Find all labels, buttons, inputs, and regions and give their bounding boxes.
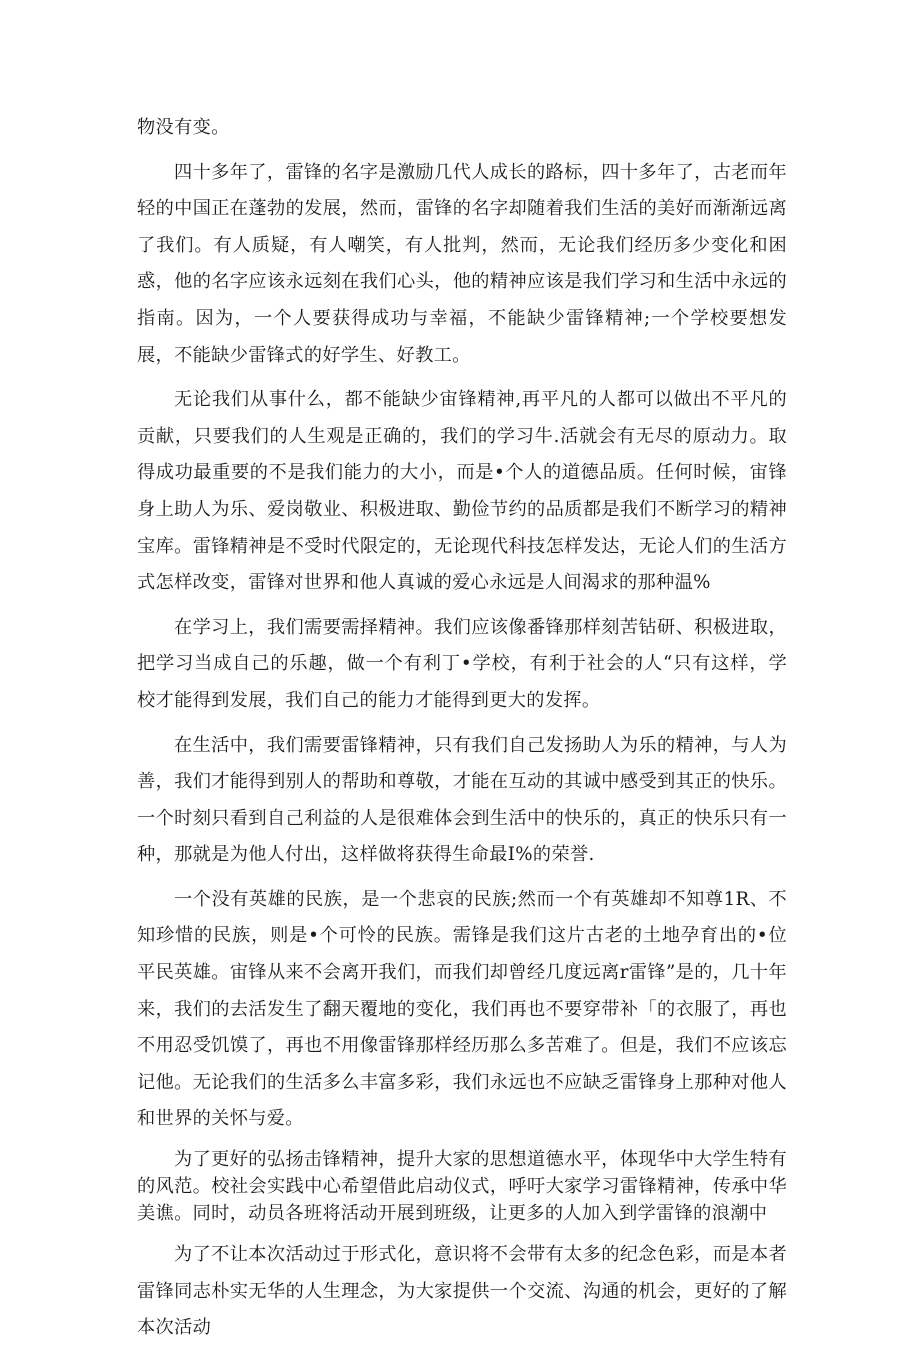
- paragraph: 为了不让本次活动过于形式化，意识将不会带有太多的纪念色彩，而是本者雷锋同志朴实无华的人生理念，为大家提供一个交流、沟通的机会，更好的了解本次活动: [137, 1244, 787, 1339]
- paragraph: 无论我们从事什么，都不能缺少宙锋精神,再平凡的人都可以做出不平凡的贡献，只要我们的人生观是正确的，我们的学习牛.活就会有无尽的原动力。取得成功最重要的不是我们能力的大小，而是•个人的道德品质。任何时候，宙锋身上助人为乐、爱岗敬业、积极进取、勤俭节约的品质都是我们不断学习的精神宝库。雷锋精神是不受时代限定的，无论现代科技怎样发达，无论人们的生活方式怎样改变，雷锋对世界和他人真诚的爱心永远是人间渴求的那种温%: [137, 389, 787, 594]
- paragraph: 在生活中，我们需要雷锋精神，只有我们自己发扬助人为乐的精神，与人为善，我们才能得到别人的帮助和尊敬，才能在互动的其诚中感受到其正的快乐。一个时刻只看到自己利益的人是很难体会到生活中的快乐的，真正的快乐只有一种，那就是为他人付出，这样做将获得生命最I%的荣誉.: [137, 734, 787, 866]
- paragraph: 四十多年了，雷锋的名字是激励几代人成长的路标，四十多年了，古老而年轻的中国正在蓬勃的发展，然而，雷锋的名字却随着我们生活的美好而渐渐远离了我们。有人质疑，有人嘲笑，有人批判，然而，无论我们经历多少变化和困惑，他的名字应该永远刻在我们心头，他的精神应该是我们学习和生活中永远的指南。因为，一个人要获得成功与幸福，不能缺少雷锋精神;一个学校要想发展，不能缺少雷锋式的好学生、好教工。: [137, 161, 787, 366]
- paragraph: 一个没有英雄的民族，是一个悲哀的民族;然而一个有英雄却不知尊1R、不知珍惜的民族，则是•个可怜的民族。需锋是我们这片古老的土地孕育出的•位平民英雄。宙锋从来不会离开我们，而我们却曾经几度远离r雷锋”是的，几十年来，我们的去活发生了翻天覆地的变化，我们再也不要穿带补「的衣服了，再也不用忍受饥馍了，再也不用像雷锋那样经历那么多苦难了。但是，我们不应该忘记他。无论我们的生活多么丰富多彩，我们永远也不应缺乏雷锋身上那种对他人和世界的关怀与爱。: [137, 888, 787, 1130]
- paragraph: 为了更好的弘扬击锋精神，提升大家的思想道德水平，体现华中大学生特有的风范。校社会实践中心希望借此启动仪式，呼吁大家学习雷锋精神，传承中华美谯。同时，动员各班将活动开展到班级，让更多的人加入到学雷锋的浪潮中: [137, 1149, 787, 1225]
- document-body: [137, 110, 787, 1355]
- paragraph: 在学习上，我们需要需择精神。我们应该像番锋那样刻苦钻研、积极进取，把学习当成自己的乐趣，做一个有利丁•学校，有利于社会的人“只有这样，学校才能得到发展，我们自己的能力才能得到更大的发挥。: [137, 616, 787, 711]
- paragraph: 物没有变。: [137, 117, 230, 138]
